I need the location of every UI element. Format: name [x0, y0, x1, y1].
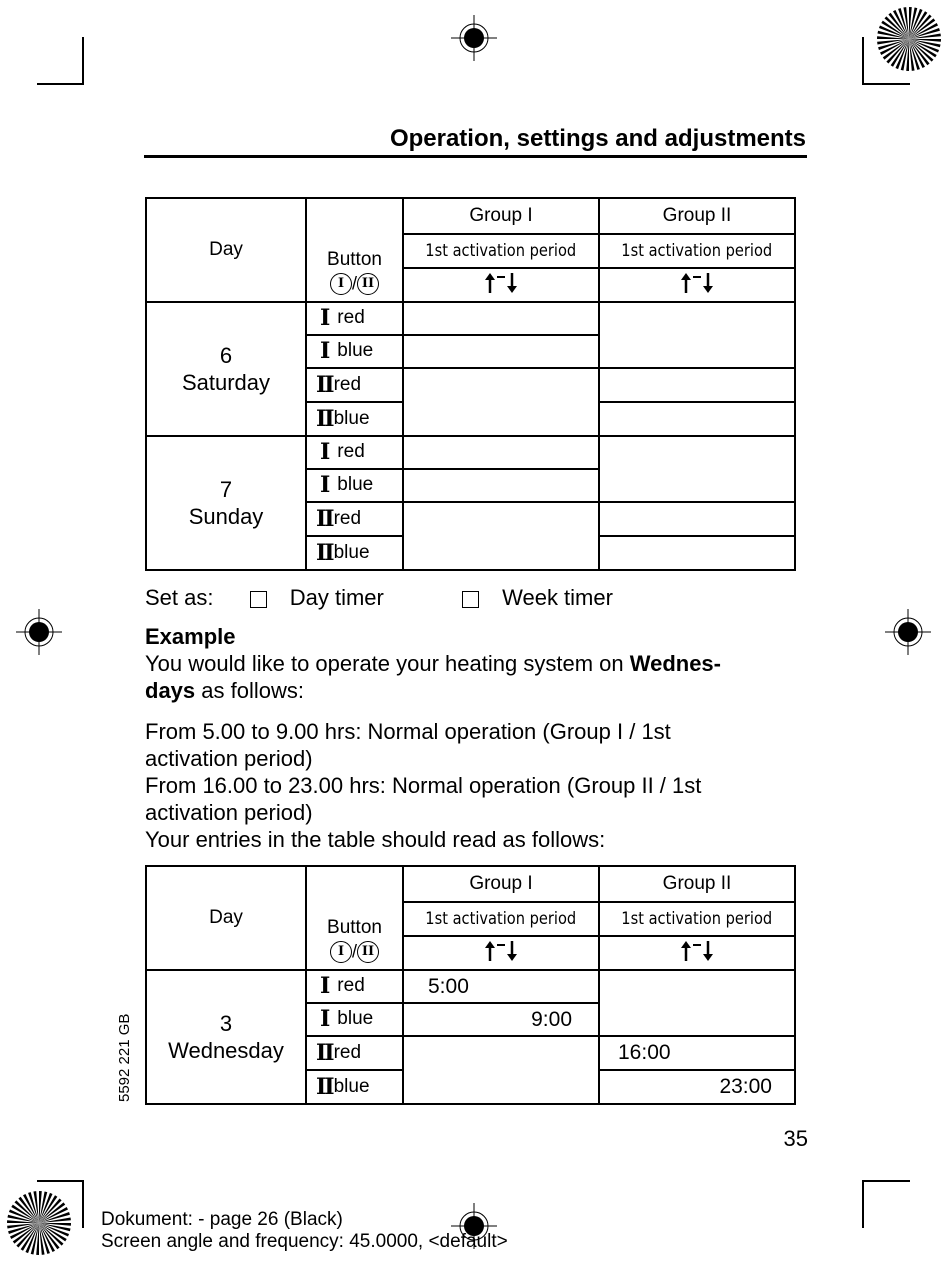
- starburst-bottom-left-icon: [6, 1190, 72, 1256]
- header-rule: [144, 155, 807, 158]
- time-group1-on: 5:00: [403, 970, 599, 1003]
- time-cell: [403, 1036, 599, 1104]
- button-row-i-red: I red: [306, 436, 403, 469]
- registration-mark-right-icon: [885, 609, 931, 655]
- header-activation-2: 1st activation period: [599, 234, 795, 268]
- day-timer-checkbox[interactable]: [250, 591, 267, 608]
- day-timer-label: Day timer: [289, 585, 384, 610]
- button-row-i-red: I red: [306, 970, 403, 1003]
- circle-i-icon: I: [330, 273, 352, 295]
- time-cell: [403, 335, 599, 368]
- time-cell: [599, 302, 795, 368]
- time-cell: [599, 402, 795, 436]
- example-heading: Example: [145, 624, 236, 649]
- button-row-i-blue: I blue: [306, 335, 403, 368]
- page-title: Operation, settings and adjustments: [389, 125, 806, 152]
- button-row-i-red: I red: [306, 302, 403, 335]
- header-day: Day: [146, 866, 306, 970]
- on-off-arrows-icon: [403, 936, 599, 970]
- button-row-ii-blue: IIblue: [306, 402, 403, 436]
- header-group-2: Group II: [599, 866, 795, 902]
- button-row-ii-blue: IIblue: [306, 536, 403, 570]
- time-group2-on: 16:00: [599, 1036, 795, 1070]
- header-activation-1: 1st activation period: [403, 902, 599, 936]
- time-cell: [403, 436, 599, 469]
- on-off-arrows-icon: [599, 268, 795, 302]
- time-cell: [599, 970, 795, 1036]
- schedule-table-example: [145, 865, 796, 1105]
- set-as-label: Set as:: [145, 585, 214, 610]
- time-cell: [403, 502, 599, 570]
- example-intro: You would like to operate your heating system on Wednes- days as follows:: [145, 651, 721, 703]
- header-activation-1: 1st activation period: [403, 234, 599, 268]
- week-timer-label: Week timer: [502, 585, 613, 610]
- time-cell: [403, 469, 599, 502]
- set-as-row: [145, 584, 815, 611]
- schedule-table-weekend: [145, 197, 796, 571]
- button-row-i-blue: I blue: [306, 469, 403, 502]
- button-row-i-blue: I blue: [306, 1003, 403, 1036]
- header-day: Day: [146, 198, 306, 302]
- header-group-2: Group II: [599, 198, 795, 234]
- example-body: From 5.00 to 9.00 hrs: Normal operation (Group I / 1st activation period) From 16.00 to 23.00 hrs: Normal operation (Group II / 1st activation period) Your entries in the table should read as follows:: [145, 719, 702, 852]
- registration-mark-left-icon: [16, 609, 62, 655]
- on-off-arrows-icon: [403, 268, 599, 302]
- time-cell: [403, 302, 599, 335]
- circle-ii-icon: II: [357, 941, 379, 963]
- time-cell: [599, 436, 795, 502]
- button-row-ii-blue: IIblue: [306, 1070, 403, 1104]
- header-button: Button I / II: [306, 198, 403, 302]
- day-cell-wednesday: 3 Wednesday: [146, 970, 306, 1104]
- button-row-ii-red: IIred: [306, 1036, 403, 1070]
- time-group2-off: 23:00: [599, 1070, 795, 1104]
- on-off-arrows-icon: [599, 936, 795, 970]
- document-code: 5592 221 GB: [116, 1013, 133, 1102]
- time-cell: [599, 536, 795, 570]
- day-cell-saturday: 6 Saturday: [146, 302, 306, 436]
- time-cell: [599, 502, 795, 536]
- header-button: Button I / II: [306, 866, 403, 970]
- circle-ii-icon: II: [357, 273, 379, 295]
- print-footer: Dokument: - page 26 (Black) Screen angle and frequency: 45.0000, <default>: [101, 1209, 508, 1252]
- header-group-1: Group I: [403, 198, 599, 234]
- button-row-ii-red: IIred: [306, 502, 403, 536]
- week-timer-checkbox[interactable]: [462, 591, 479, 608]
- header-group-1: Group I: [403, 866, 599, 902]
- day-cell-sunday: 7 Sunday: [146, 436, 306, 570]
- button-row-ii-red: IIred: [306, 368, 403, 402]
- circle-i-icon: I: [330, 941, 352, 963]
- registration-mark-top-icon: [451, 15, 497, 61]
- time-cell: [403, 368, 599, 436]
- time-group1-off: 9:00: [403, 1003, 599, 1036]
- header-activation-2: 1st activation period: [599, 902, 795, 936]
- page-number: 35: [783, 1126, 808, 1151]
- starburst-top-right-icon: [876, 6, 942, 72]
- time-cell: [599, 368, 795, 402]
